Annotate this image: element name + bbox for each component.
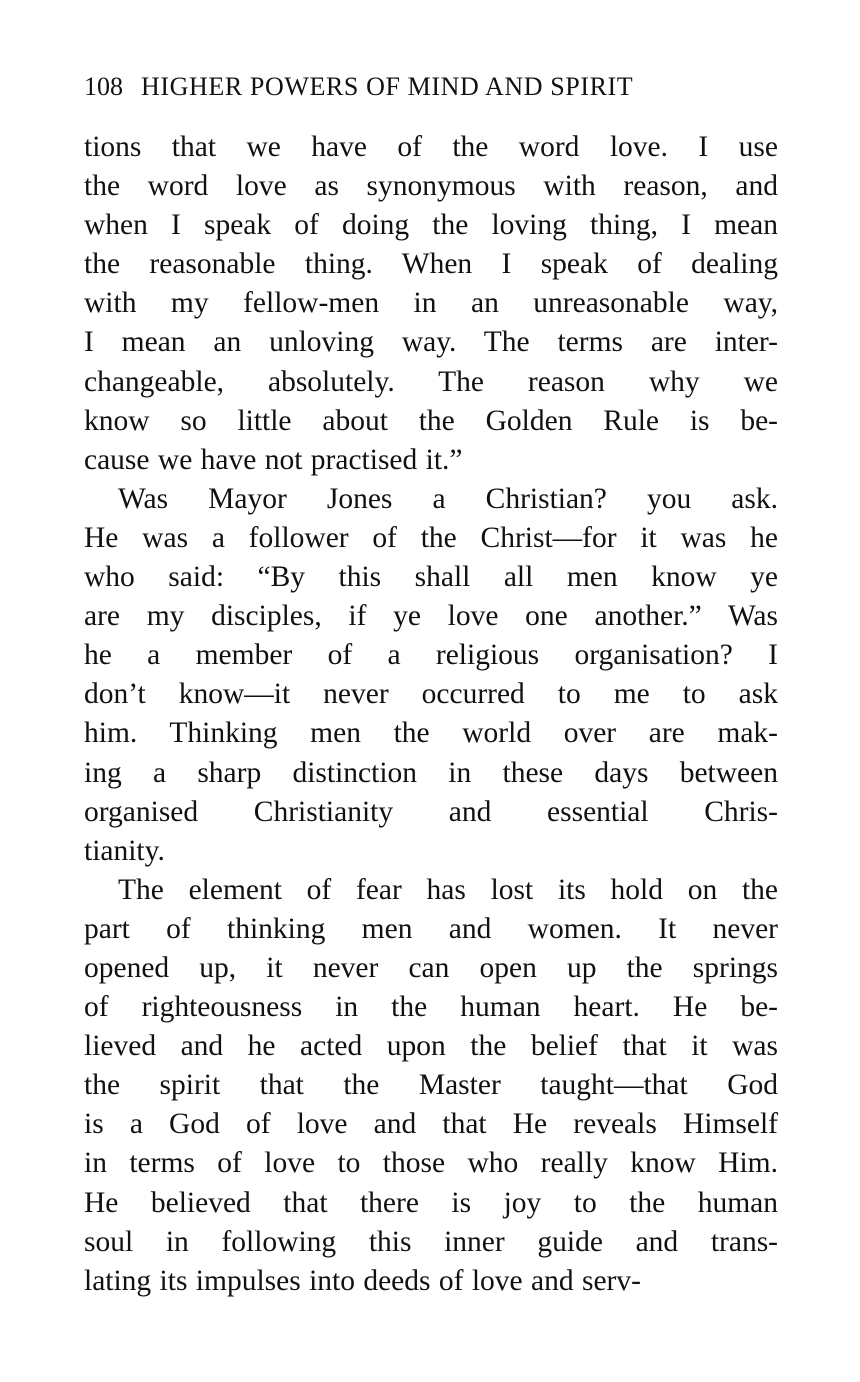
text-line: soul in following this inner guide and trans- bbox=[84, 1225, 778, 1258]
page-number: 108 bbox=[84, 72, 123, 101]
text-line: ing a sharp distinction in these days between bbox=[84, 756, 778, 789]
text-line: The element of fear has lost its hold on the bbox=[118, 873, 778, 906]
paragraph bbox=[84, 128, 778, 480]
text-line: when I speak of doing the loving thing, I mean bbox=[84, 209, 778, 242]
text-line: with my fellow-men in an unreasonable way, bbox=[84, 287, 778, 320]
text-line: the reasonable thing. When I speak of dealing bbox=[84, 248, 778, 281]
text-line: lieved and he acted upon the belief that it was bbox=[84, 1030, 778, 1063]
text-line: in terms of love to those who really know Him. bbox=[84, 1147, 778, 1180]
text-line: he a member of a religious organisation? I bbox=[84, 639, 778, 672]
text-line: tianity. bbox=[84, 834, 165, 867]
text-line: I mean an unloving way. The terms are inter- bbox=[84, 326, 778, 359]
text-line: He was a follower of the Christ—for it was he bbox=[84, 521, 778, 554]
text-line: cause we have not practised it.” bbox=[84, 443, 463, 476]
text-line: tions that we have of the word love. I use bbox=[84, 131, 778, 163]
paragraph bbox=[84, 871, 778, 1301]
text-line: is a God of love and that He reveals Himself bbox=[84, 1108, 778, 1141]
text-line: lating its impulses into deeds of love and serv- bbox=[84, 1264, 641, 1297]
running-head bbox=[84, 72, 778, 118]
text-line: Was Mayor Jones a Christian? you ask. bbox=[118, 482, 778, 515]
body-text bbox=[84, 128, 778, 1301]
text-line: He believed that there is joy to the human bbox=[84, 1186, 778, 1219]
text-line: don’t know—it never occurred to me to ask bbox=[84, 678, 778, 711]
text-line: are my disciples, if ye love one another.” Was bbox=[84, 600, 778, 633]
text-line: changeable, absolutely. The reason why we bbox=[84, 365, 778, 398]
text-line: part of thinking men and women. It never bbox=[84, 912, 778, 945]
text-line: the spirit that the Master taught—that God bbox=[84, 1069, 778, 1102]
text-line: the word love as synonymous with reason, and bbox=[84, 170, 778, 203]
text-line: of righteousness in the human heart. He be- bbox=[84, 991, 778, 1024]
text-line: organised Christianity and essential Chris- bbox=[84, 795, 778, 828]
text-line: know so little about the Golden Rule is be- bbox=[84, 404, 778, 437]
paragraph bbox=[84, 480, 778, 871]
text-line: who said: “By this shall all men know ye bbox=[84, 561, 778, 594]
running-title: HIGHER POWERS OF MIND AND SPIRIT bbox=[141, 72, 634, 101]
text-line: him. Thinking men the world over are mak- bbox=[84, 717, 778, 750]
book-page bbox=[84, 72, 778, 1301]
text-line: opened up, it never can open up the springs bbox=[84, 951, 778, 984]
